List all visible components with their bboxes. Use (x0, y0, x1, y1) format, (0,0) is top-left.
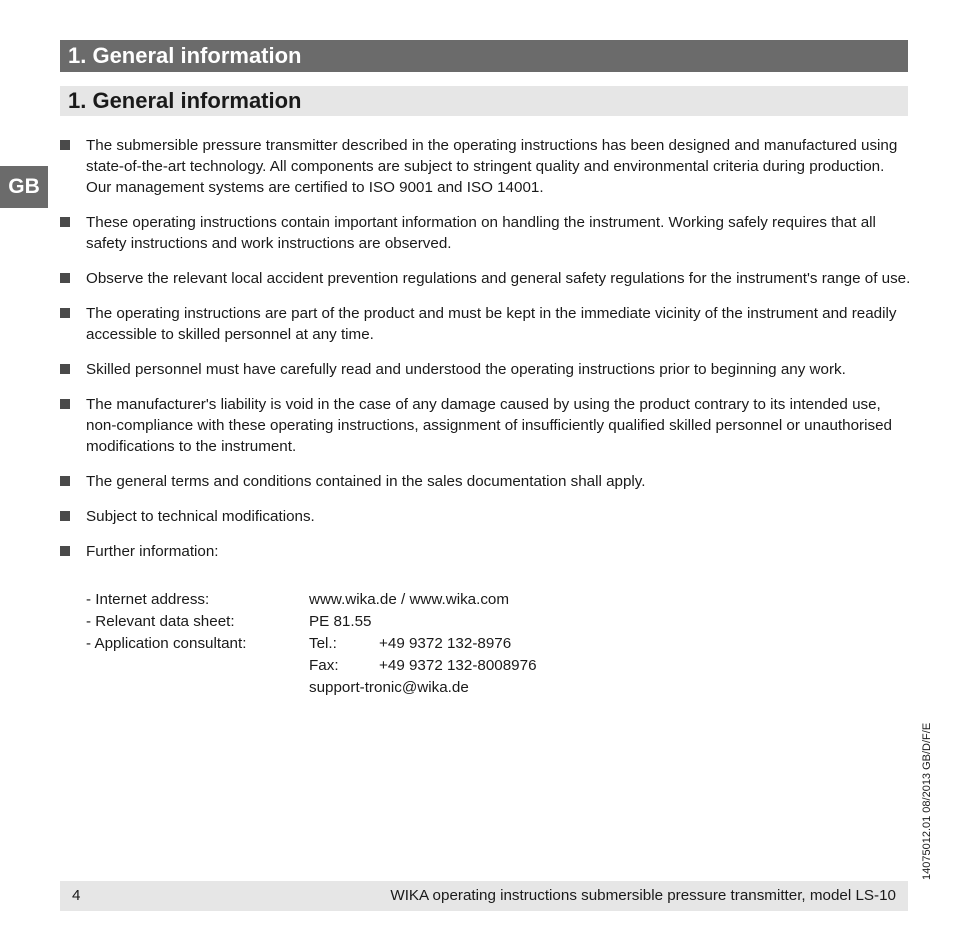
list-item-text: Further information: (86, 543, 219, 560)
fax-label: Fax: (309, 657, 339, 674)
square-bullet-icon (60, 308, 70, 318)
footer-document-title: WIKA operating instructions submersible pressure transmitter, model LS-10 (390, 887, 896, 904)
square-bullet-icon (60, 476, 70, 486)
language-tab: GB (0, 166, 48, 208)
list-item (60, 359, 912, 380)
square-bullet-icon (60, 140, 70, 150)
page-number: 4 (72, 887, 81, 904)
section-title-bar-secondary (60, 86, 908, 116)
list-item-text: The manufacturer's liability is void in the case of any damage caused by using the product contrary to its intended use, non-compliance with these operating instructions, assignment of insufficiently qualified skilled personnel or unauthorised modifications to the instrument. (86, 396, 892, 455)
bullet-list (60, 135, 912, 576)
square-bullet-icon (60, 546, 70, 556)
list-item-text: The submersible pressure transmitter described in the operating instructions has been designed and manufactured using state-of-the-art technology. All components are subject to stringent quality and environmental criteria during production. Our management systems are certified to ISO 9001 and ISO 14001. (86, 137, 898, 196)
tel-label: Tel.: (309, 635, 337, 652)
square-bullet-icon (60, 273, 70, 283)
section-title-primary: 1. General information (68, 43, 302, 68)
list-item-text: Observe the relevant local accident prevention regulations and general safety regulations for the instrument's range of use. (86, 270, 911, 287)
list-item (60, 135, 912, 198)
internet-address-value: www.wika.de / www.wika.com (309, 591, 510, 608)
list-item (60, 212, 912, 254)
list-item-text: The operating instructions are part of the product and must be kept in the immediate vicinity of the instrument and readily accessible to skilled personnel at any time. (86, 305, 897, 343)
list-item (60, 471, 912, 492)
fax-number: +49 9372 132-8008976 (379, 657, 537, 674)
data-sheet-value: PE 81.55 (309, 613, 372, 630)
list-item (60, 303, 912, 345)
section-title-bar-primary (60, 40, 908, 72)
data-sheet-label: - Relevant data sheet: (86, 613, 235, 630)
square-bullet-icon (60, 399, 70, 409)
list-item-text: These operating instructions contain important information on handling the instrument. Working safely requires that all safety instructions and work instructions are observed. (86, 214, 876, 252)
page-footer (60, 881, 908, 911)
list-item-text: The general terms and conditions contained in the sales documentation shall apply. (86, 473, 646, 490)
tel-number: +49 9372 132-8976 (379, 635, 512, 652)
application-consultant-label: - Application consultant: (86, 635, 247, 652)
square-bullet-icon (60, 364, 70, 374)
list-item (60, 541, 912, 562)
list-item-text: Subject to technical modifications. (86, 508, 315, 525)
square-bullet-icon (60, 217, 70, 227)
square-bullet-icon (60, 511, 70, 521)
support-email: support-tronic@wika.de (309, 679, 469, 696)
list-item (60, 506, 912, 527)
list-item-text: Skilled personnel must have carefully read and understood the operating instructions prior to beginning any work. (86, 361, 846, 378)
list-item (60, 394, 912, 457)
list-item (60, 268, 912, 289)
section-title-secondary: 1. General information (68, 88, 302, 113)
document-code: 14075012.01 08/2013 GB/D/F/E (921, 722, 933, 880)
internet-address-label: - Internet address: (86, 591, 210, 608)
